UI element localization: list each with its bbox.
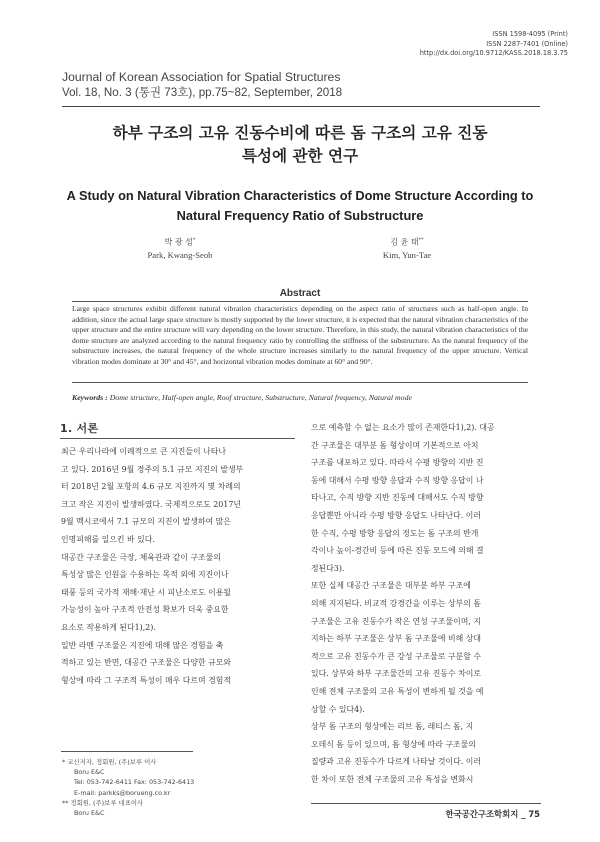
body-line: 9월 멕시코에서 7.1 규모의 지진이 발생하여 많은 xyxy=(61,517,231,527)
keywords-label: Keywords : xyxy=(72,393,108,402)
footnote-line: * 교신저자, 정회원, (주)보루 이사 xyxy=(62,758,157,766)
body-line: 오데식 돔 등이 있으며, 돔 형상에 따라 구조물의 xyxy=(311,739,476,749)
journal-name: Journal of Korean Association for Spatial Structures xyxy=(62,70,341,84)
author-1-english: Park, Kwang-Seob xyxy=(147,249,213,260)
section-heading: 1. 서론 xyxy=(60,422,99,435)
english-title-line-2: Natural Frequency Ratio of Substructure xyxy=(176,208,424,223)
body-right-column xyxy=(311,419,543,788)
body-line: 적하고 있는 반면, 대공간 구조물은 다양한 규모와 xyxy=(61,658,232,668)
korean-title-line-2: 특성에 관한 연구 xyxy=(241,147,359,165)
footnote-line: Boru E&C xyxy=(74,768,105,777)
body-line: 정된다3). xyxy=(311,563,345,573)
body-line: 대공간 구조물은 극장, 체육관과 같이 구조물의 xyxy=(61,552,221,562)
body-line: 최근 우리나라에 이례적으로 큰 지진들이 나타나 xyxy=(61,447,226,456)
issn-block xyxy=(420,30,568,59)
body-line: 특성상 많은 인원을 수용하는 목적 외에 지진이나 xyxy=(61,570,229,580)
section-rule xyxy=(60,438,295,439)
body-line: 질량과 고유 진동수가 다르게 나타날 것이다. 이러 xyxy=(311,757,482,767)
footnote-line: ** 정회원, (주)보루 대표이사 xyxy=(62,798,144,807)
author-1-mark: * xyxy=(192,237,196,243)
page-footer: 한국공간구조학회지 _ 75 xyxy=(445,809,540,819)
korean-title xyxy=(40,122,560,168)
body-line: 한 차이 또한 전체 구조물의 고유 특성을 변화시 xyxy=(311,774,474,784)
abstract-rule-top xyxy=(72,301,528,302)
footer-rule xyxy=(311,803,541,804)
body-line: 적으로 고유 진동수가 큰 강성 구조물로 구분할 수 xyxy=(311,651,482,661)
issn-online: ISSN 2287-7401 (Online) xyxy=(486,39,568,48)
footnote-line: Boru E&C xyxy=(74,809,105,818)
body-line: 타나고, 수직 방향 지반 진동에 대해서도 수직 방향 xyxy=(311,493,484,503)
body-line: 요소로 작용하게 된다1),2). xyxy=(61,622,156,632)
body-line: 일반 라멘 구조물은 지진에 대해 많은 경험을 축 xyxy=(61,640,224,650)
body-line: 고 있다. 2016년 9월 경주의 5.1 규모 지진의 발생부 xyxy=(61,464,244,474)
author-2 xyxy=(317,234,497,262)
body-line: 상부 돔 구조의 형상에는 리브 돔, 래티스 돔, 지 xyxy=(311,722,474,732)
journal-volume: Vol. 18, No. 3 (통권 73호), pp.75~82, September, 2018 xyxy=(62,86,343,99)
body-line: 있다. 상부와 하부 구조물간의 고유 진동수 차이로 xyxy=(311,669,482,679)
author-1 xyxy=(90,234,270,262)
english-title-line-1: A Study on Natural Vibration Characteristics of Dome Structure According to xyxy=(66,188,534,203)
body-line: 구조를 내포하고 있다. 따라서 수평 방향의 지반 진 xyxy=(311,458,484,468)
author-2-english: Kim, Yun-Tae xyxy=(382,249,432,260)
body-line: 크고 작은 지진이 발생하였다. 국제적으로도 2017년 xyxy=(61,499,241,509)
abstract-heading: Abstract xyxy=(279,288,321,299)
body-line: 터 2018년 2월 포항의 4.6 규모 지진까지 몇 차례의 xyxy=(61,482,241,492)
body-line: 인해 전체 구조물의 고유 특성이 변하게 될 것을 예 xyxy=(311,686,484,696)
body-line: 가능성이 높아 구조적 안전성 확보가 더욱 중요한 xyxy=(61,605,229,615)
body-line: 응답뿐만 아니라 수평 방향 응답도 나타난다. 이러 xyxy=(311,510,482,520)
keywords-text: Dome structure, Half-open angle, Roof structure, Substructure, Natural frequency, Natural mode xyxy=(109,393,412,402)
body-line: 또한 실제 대공간 구조물은 대부분 하부 구조에 xyxy=(311,581,471,591)
keywords xyxy=(72,392,528,403)
abstract-text: Large space structures exhibit different natural vibration characteristics depending on the aspect ratio of structures such as half-open angle. In addition, since the actual large space structure is mostly supported by the lower structure, it is expected that the natural vibration characteristics of the upper structure and the entire structure will vary depending on the lower structure. Therefore, in this study, the natural vibration characteristics of the dome structure are analyzed according to the natural frequency ratio by controlling the stiffness of the substructure. As the natural frequency of the substructure increases, the natural frequency of the whole structure increases similarly to the natural frequency of the upper structure. Vertical vibration modes dominate at 30° and 45°, and horizontal vibration modes dominate at 60° and 90°. xyxy=(72,304,528,366)
author-1-korean: 박 광 섭 xyxy=(164,237,193,247)
footnote-line: Tel: 053-742-6411 Fax: 053-742-6413 xyxy=(74,778,195,787)
korean-title-line-1: 하부 구조의 고유 진동수비에 따른 돔 구조의 고유 진동 xyxy=(112,124,488,142)
doi-link[interactable]: http://dx.doi.org/10.9712/KASS.2018.18.3.75 xyxy=(419,49,568,58)
author-2-korean: 김 윤 태 xyxy=(390,237,419,247)
body-line: 인명피해를 일으킨 바 있다. xyxy=(61,534,155,544)
body-line: 형상에 따라 그 구조적 특성이 매우 다르며 경험적 xyxy=(61,675,232,685)
body-line: 구조물은 고유 진동수가 작은 연성 구조물이며, 지 xyxy=(311,616,482,626)
body-line: 의해 지지된다. 비교적 강경간을 이루는 상부의 돔 xyxy=(311,598,482,608)
body-line: 지하는 하부 구조물은 상부 돔 구조물에 비해 상대 xyxy=(311,634,482,644)
body-line: 간 구조물은 대부분 돔 형상이며 기본적으로 아치 xyxy=(311,440,479,450)
footnote-rule xyxy=(61,751,193,752)
body-line: 상할 수 있다4). xyxy=(311,704,365,714)
body-line: 으로 예측할 수 없는 요소가 많이 존재한다1),2). 대공 xyxy=(311,423,495,432)
body-line: 각이나 높이-경간비 등에 따른 진동 모드에 의해 결 xyxy=(311,546,484,556)
body-line: 한 수직, 수평 방향 응답의 정도는 돔 구조의 반개 xyxy=(311,528,479,538)
footnotes xyxy=(62,757,302,818)
author-2-mark: ** xyxy=(418,237,424,243)
body-line: 동에 대해서 수평 방향 응답과 수직 방향 응답이 나 xyxy=(311,475,484,485)
english-title xyxy=(40,186,560,226)
body-line: 태풍 등의 국가적 재해·재난 시 피난소로도 이용될 xyxy=(61,587,232,597)
body-left-column xyxy=(61,443,297,689)
abstract-rule-bottom xyxy=(72,382,528,383)
footnote-email[interactable]: E-mail: parkks@borueng.co.kr xyxy=(74,788,171,797)
issn-print: ISSN 1598-4095 (Print) xyxy=(492,30,568,38)
header-rule xyxy=(62,106,540,107)
journal-header xyxy=(62,70,542,100)
